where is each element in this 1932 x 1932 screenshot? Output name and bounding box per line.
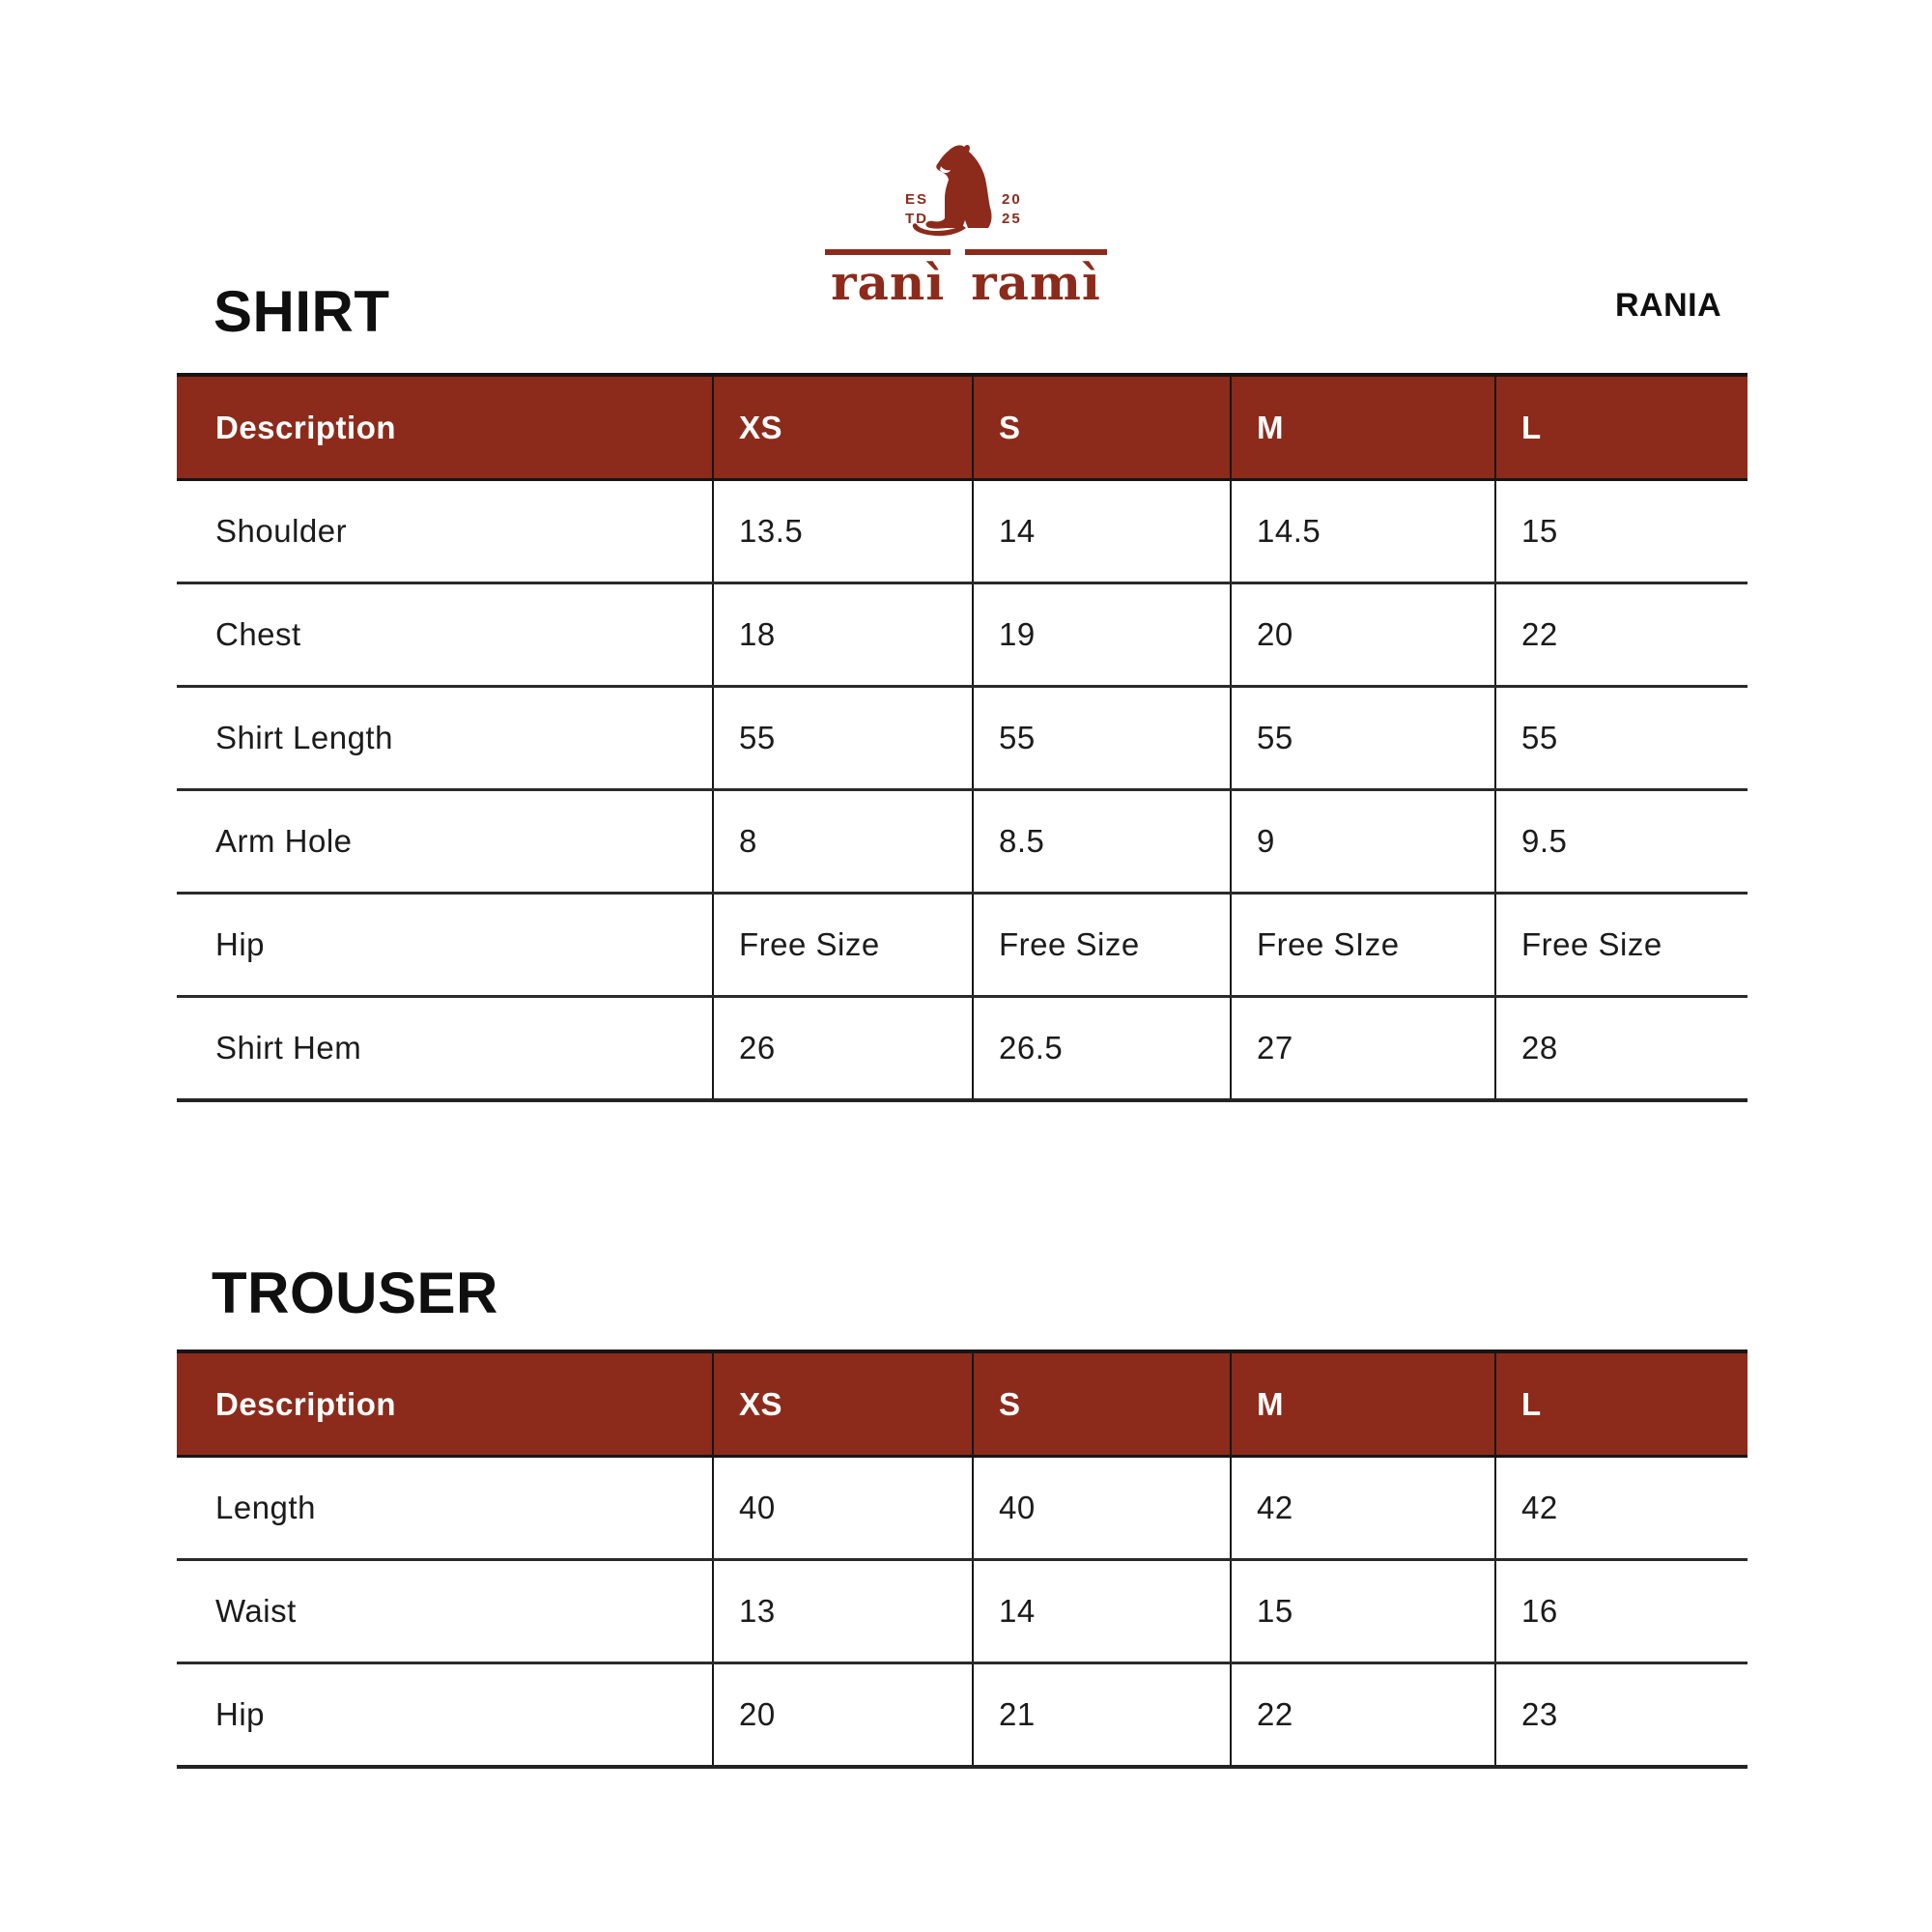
size-value: 20 — [713, 1663, 973, 1768]
wordmark-word: ramì — [965, 249, 1107, 309]
size-value: 9 — [1231, 790, 1495, 894]
size-value: 40 — [713, 1457, 973, 1560]
column-header-description: Description — [177, 1351, 713, 1457]
table-row-chest — [177, 583, 1747, 687]
size-value: 9.5 — [1495, 790, 1747, 894]
row-label: Arm Hole — [177, 790, 713, 894]
size-value: Free Size — [713, 894, 973, 997]
size-value: 14 — [973, 480, 1231, 583]
table-row-shirt-length — [177, 687, 1747, 790]
shirt-size-table — [177, 373, 1747, 1102]
size-value: 14 — [973, 1560, 1231, 1663]
table-row-shirt-hem — [177, 997, 1747, 1101]
size-value: 26.5 — [973, 997, 1231, 1101]
column-header-s: S — [973, 375, 1231, 480]
size-value: 42 — [1231, 1457, 1495, 1560]
size-value: 15 — [1495, 480, 1747, 583]
shirt-header-row — [177, 375, 1747, 480]
table-row-hip — [177, 894, 1747, 997]
table-row-arm-hole — [177, 790, 1747, 894]
size-value: 13 — [713, 1560, 973, 1663]
trouser-section-title: TROUSER — [212, 1261, 498, 1325]
size-value: 27 — [1231, 997, 1495, 1101]
size-value: Free SIze — [1231, 894, 1495, 997]
table-row-hip — [177, 1663, 1747, 1768]
wordmark-word: ranì — [825, 249, 951, 309]
row-label: Waist — [177, 1560, 713, 1663]
size-value: 20 — [1231, 583, 1495, 687]
row-label: Length — [177, 1457, 713, 1560]
row-label: Shoulder — [177, 480, 713, 583]
column-header-m: M — [1231, 1351, 1495, 1457]
size-value: 21 — [973, 1663, 1231, 1768]
row-label: Shirt Length — [177, 687, 713, 790]
size-value: 55 — [973, 687, 1231, 790]
size-value: 55 — [1231, 687, 1495, 790]
row-label: Shirt Hem — [177, 997, 713, 1101]
size-value: 15 — [1231, 1560, 1495, 1663]
estd-text: ES TD — [905, 191, 929, 227]
size-value: 18 — [713, 583, 973, 687]
size-value: Free Size — [1495, 894, 1747, 997]
column-header-m: M — [1231, 375, 1495, 480]
size-value: 22 — [1495, 583, 1747, 687]
style-name-label: RANIA — [1615, 287, 1722, 324]
trouser-header-row — [177, 1351, 1747, 1457]
size-value: 8 — [713, 790, 973, 894]
size-value: 19 — [973, 583, 1231, 687]
row-label: Chest — [177, 583, 713, 687]
column-header-l: L — [1495, 1351, 1747, 1457]
size-value: Free Size — [973, 894, 1231, 997]
column-header-description: Description — [177, 375, 713, 480]
size-value: 22 — [1231, 1663, 1495, 1768]
column-header-s: S — [973, 1351, 1231, 1457]
column-header-l: L — [1495, 375, 1747, 480]
size-value: 40 — [973, 1457, 1231, 1560]
size-value: 8.5 — [973, 790, 1231, 894]
size-value: 55 — [1495, 687, 1747, 790]
shirt-section-title: SHIRT — [213, 279, 390, 344]
column-header-xs: XS — [713, 375, 973, 480]
trouser-size-table — [177, 1350, 1747, 1769]
size-value: 13.5 — [713, 480, 973, 583]
size-value: 14.5 — [1231, 480, 1495, 583]
size-value: 26 — [713, 997, 973, 1101]
row-label: Hip — [177, 1663, 713, 1768]
size-value: 28 — [1495, 997, 1747, 1101]
size-value: 42 — [1495, 1457, 1747, 1560]
size-value: 55 — [713, 687, 973, 790]
size-value: 23 — [1495, 1663, 1747, 1768]
column-header-xs: XS — [713, 1351, 973, 1457]
table-row-shoulder — [177, 480, 1747, 583]
size-value: 16 — [1495, 1560, 1747, 1663]
table-row-length — [177, 1457, 1747, 1560]
year-text: 20 25 — [1002, 191, 1022, 227]
table-row-waist — [177, 1560, 1747, 1663]
row-label: Hip — [177, 894, 713, 997]
